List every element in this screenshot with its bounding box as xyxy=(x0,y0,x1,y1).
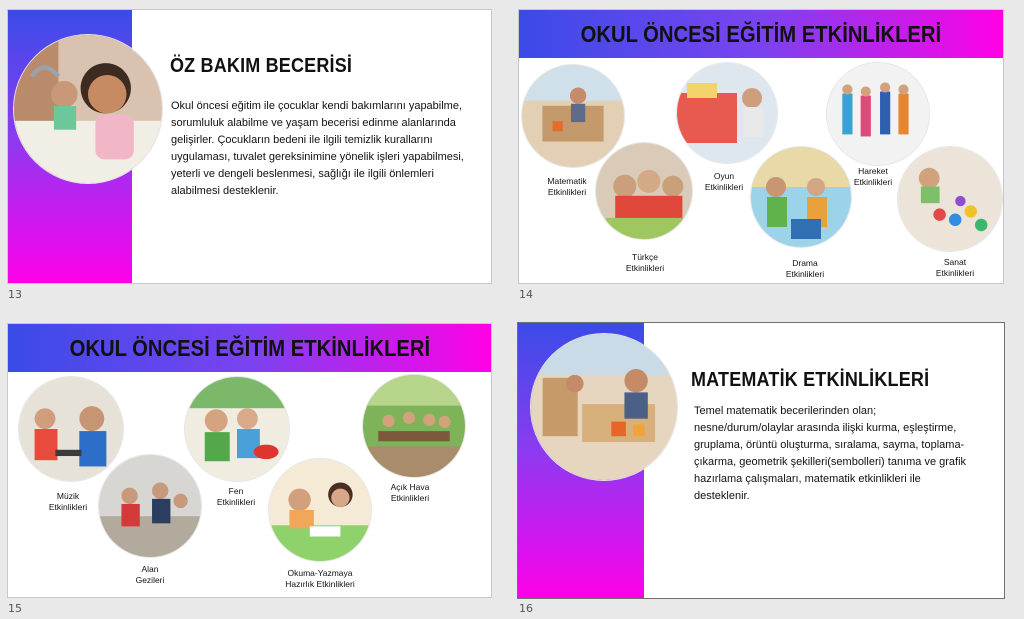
slide-body-text: Temel matematik becerilerinden olan; nesne/durum/olaylar arasında ilişki kurma, eşleştirme, gruplama, örüntü oluşturma, sıralama, sayma, toplama-çıkarma, geometrik şekilleri(sembolleri) tanıma ve grafik hazırlama çalışmaları, matematik etkinlikleri ile desteklenir. xyxy=(694,405,967,502)
photo-math-activity xyxy=(530,333,678,481)
slide-number: 16 xyxy=(519,602,533,615)
caption-turkish: Türkçe Etkinlikleri xyxy=(625,252,665,273)
caption-math: Matematik Etkinlikleri xyxy=(547,176,587,197)
photo-field-trip xyxy=(98,454,202,558)
caption-science: Fen Etkinlikleri xyxy=(216,486,256,507)
caption-drama: Drama Etkinlikleri xyxy=(785,258,825,279)
slide-number: 15 xyxy=(8,602,22,615)
photo-art xyxy=(897,146,1003,252)
photo-drama xyxy=(750,146,852,248)
photo-handwashing xyxy=(13,34,163,184)
slide-title: MATEMATİK ETKİNLİKLERİ xyxy=(691,369,930,391)
slide-title: OKUL ÖNCESİ EĞİTİM ETKİNLİKLERİ xyxy=(69,334,430,361)
caption-movement: Hareket Etkinlikleri xyxy=(853,166,893,187)
caption-reading-writing: Okuma-Yazmaya Hazırlık Etkinlikleri xyxy=(285,568,355,589)
photo-reading-writing xyxy=(268,458,372,562)
photo-science xyxy=(184,376,290,482)
slide-thumbnail-16[interactable] xyxy=(517,322,1005,599)
title-banner xyxy=(8,324,491,372)
photo-outdoor xyxy=(362,374,466,478)
slide-number: 14 xyxy=(519,288,533,301)
caption-outdoor: Açık Hava Etkinlikleri xyxy=(390,482,430,503)
photo-turkish xyxy=(595,142,693,240)
slide-thumbnail-13[interactable] xyxy=(7,9,492,284)
slide-body-text: Okul öncesi eğitim ile çocuklar kendi bakımlarını yapabilme, sorumluluk alabilme ve yaşam becerisi edinme alanlarında gelişirler. Çocukların bedeni ile ilgili temizlik kurallarını uygulaması, tuvalet gereksinimine yönelik işleri yapabilmesi, yeterli ve dengeli beslenmesi, sağlığı ile ilgili önlemleri alabilmesi desteklenir. xyxy=(171,100,464,197)
photo-music xyxy=(18,376,124,482)
caption-play: Oyun Etkinlikleri xyxy=(704,171,744,192)
slide-thumbnail-15[interactable] xyxy=(7,323,492,598)
caption-music: Müzik Etkinlikleri xyxy=(48,491,88,512)
caption-art: Sanat Etkinlikleri xyxy=(935,257,975,278)
slide-title: OKUL ÖNCESİ EĞİTİM ETKİNLİKLERİ xyxy=(580,20,942,47)
slide-number: 13 xyxy=(8,288,22,301)
caption-field-trip: Alan Gezileri xyxy=(135,564,165,585)
photo-math xyxy=(521,64,625,168)
slide-thumbnail-14[interactable] xyxy=(518,9,1004,284)
title-banner xyxy=(519,10,1003,58)
photo-movement xyxy=(826,62,930,166)
slide-title: ÖZ BAKIM BECERİSİ xyxy=(170,55,353,77)
photo-play xyxy=(676,62,778,164)
